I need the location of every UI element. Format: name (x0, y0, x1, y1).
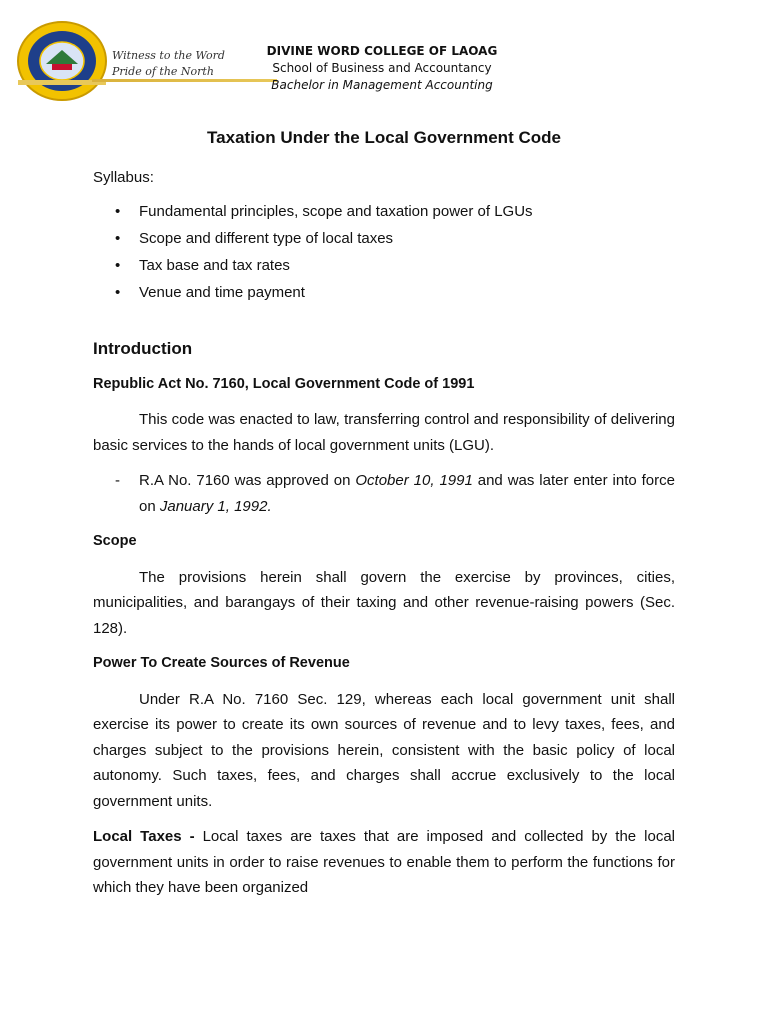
program-name: Bachelor in Management Accounting (271, 78, 493, 92)
power-paragraph: Under R.A No. 7160 Sec. 129, whereas each local government unit shall exercise its power to create its own sources of revenue and to levy taxes, fees, and charges subject to the provisions herein, consistent with the basic policy of local autonomy. Such taxes, fees, and charges shall accrue exclusively to the local government units. (93, 690, 675, 810)
syllabus-item: • Scope and different type of local taxes (93, 225, 675, 252)
syllabus-item: • Fundamental principles, scope and taxation power of LGUs (93, 198, 675, 225)
school-info (262, 43, 502, 94)
local-taxes-term: Local Taxes - (93, 828, 203, 845)
bullet-icon: • (115, 257, 121, 274)
motto-line-1: Witness to the Word (112, 49, 225, 62)
dash-marker: - (115, 472, 120, 489)
scope-paragraph: The provisions herein shall govern the exercise by provinces, cities, municipalities, and barangays of their taxing and other revenue-raising powers (Sec. 128). (93, 568, 675, 637)
header-accent-line (92, 79, 277, 82)
bullet-icon: • (115, 230, 121, 247)
syllabus-list (93, 198, 675, 306)
scope-heading: Scope (93, 533, 137, 549)
approval-note: - R.A No. 7160 was approved on October 10, 1991 and was later enter into force on January 1, 1992. (93, 468, 675, 519)
document-body (93, 125, 675, 901)
ra-heading: Republic Act No. 7160, Local Government Code of 1991 (93, 375, 475, 392)
bullet-icon: • (115, 284, 121, 301)
bullet-icon: • (115, 203, 121, 220)
college-seal-logo (16, 20, 108, 102)
local-taxes-definition: Local taxes are taxes that are imposed and collected by the local government units in order to raise revenues to enable them to perform the functions for which they have been organized (93, 828, 675, 896)
syllabus-item: • Venue and time payment (93, 279, 675, 306)
college-name: DIVINE WORD COLLEGE OF LAOAG (266, 44, 498, 58)
syllabus-label: Syllabus: (93, 168, 154, 186)
local-taxes-paragraph (93, 824, 675, 901)
letterhead (0, 0, 768, 120)
introduction-heading: Introduction (93, 339, 193, 358)
school-name: School of Business and Accountancy (272, 61, 492, 75)
college-motto (112, 48, 225, 80)
effectivity-date: January 1, 1992. (159, 497, 272, 515)
document-title: Taxation Under the Local Government Code (207, 128, 561, 147)
power-heading: Power To Create Sources of Revenue (93, 655, 350, 671)
motto-line-2: Pride of the North (112, 65, 214, 78)
intro-paragraph: This code was enacted to law, transferring control and responsibility of delivering basic services to the hands of local government units (LGU). (93, 411, 675, 454)
approval-date: October 10, 1991 (355, 472, 473, 489)
syllabus-item: • Tax base and tax rates (93, 252, 675, 279)
